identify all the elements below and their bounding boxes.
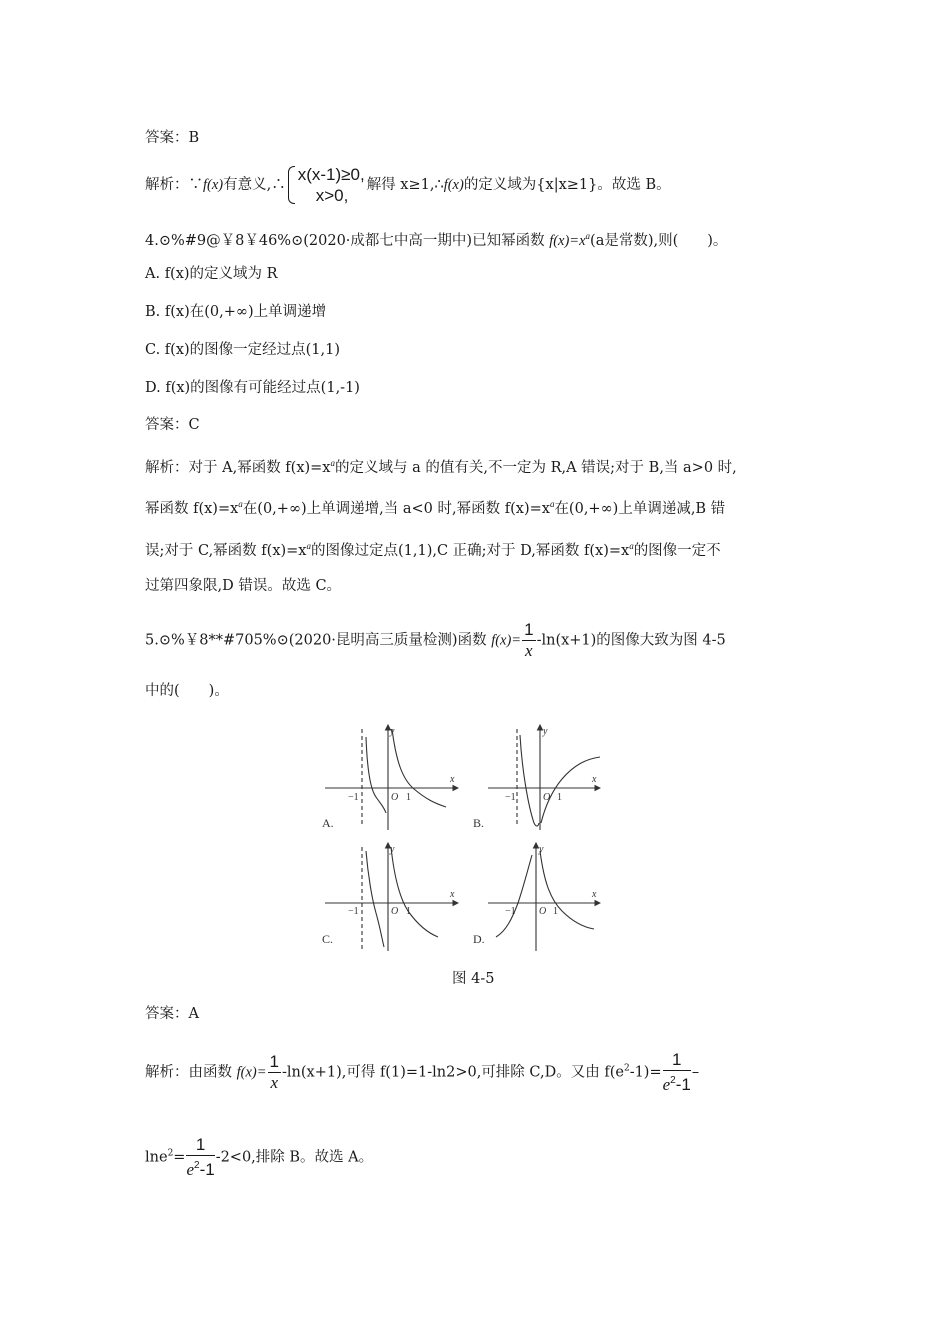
graph-a-origin: O	[391, 792, 399, 803]
graph-b-tick-neg1: −1	[505, 792, 516, 803]
q4-option-b: B. f(x)在(0,+∞)上单调递增	[145, 304, 327, 320]
graph-a-tick-1: 1	[406, 792, 411, 803]
graph-d-tick-neg1: −1	[505, 906, 516, 917]
graph-a-y-label: y	[390, 726, 395, 737]
q4-analysis-line2: 幂函数 $f(x)=x^a$在(0,+∞)上单调递增,当 a<0 时,幂函数 $f(x)=x^a$在(0,+∞)上单调递减,B 错	[145, 499, 726, 517]
graph-b-origin: O	[543, 792, 551, 803]
graph-b-x-label: x	[592, 774, 597, 785]
q4-option-d: D. f(x)的图像有可能经过点(1,-1)	[145, 380, 360, 396]
q4-analysis-line3: 误;对于 C,幂函数 $f(x)=x^a$的图像过定点(1,1),C 正确;对于 D,幂函数 $f(x)=x^a$的图像一定不	[145, 541, 721, 559]
graph-b	[488, 725, 600, 830]
q5-stem-cont: 中的( )。	[145, 683, 229, 699]
graph-d-tick-1: 1	[553, 906, 558, 917]
graph-c-tick-neg1: −1	[348, 906, 359, 917]
graph-d	[488, 843, 600, 951]
graph-a-label: A.	[322, 816, 334, 830]
q4-option-c: C. f(x)的图像一定经过点(1,1)	[145, 342, 341, 358]
graph-c-origin: O	[391, 906, 399, 917]
fraction-1-over-x: $\frac{1}{x}$	[269, 1052, 279, 1092]
fraction-1-over-e2-minus-1: $\frac{1}{e^2-1}$	[662, 1050, 691, 1094]
q4-option-a: A. f(x)的定义域为 R	[145, 266, 278, 282]
graph-c-x-label: x	[450, 889, 455, 900]
graph-a-tick-neg1: −1	[348, 792, 359, 803]
q4-analysis-line1: 解析：对于 A,幂函数 $f(x)=x^a$的定义域与 a 的值有关,不一定为 R,A 错误;对于 B,当 a>0 时,	[145, 458, 737, 476]
q5-analysis-line2: lne$^2$= $\frac{1}{e^2-1}$ -2<0,排除 B。故选 A。	[145, 1135, 374, 1179]
q4-analysis-line4: 过第四象限,D 错误。故选 C。	[145, 578, 342, 594]
graph-b-y-label: y	[543, 726, 548, 737]
q5-answer: 答案：A	[145, 1006, 199, 1022]
q4-stem: 4.⊙%#9@￥8￥46%⊙(2020·成都七中高一期中)已知幂函数 $f(x)=x^a(a$是常数),则( )。	[145, 231, 728, 249]
graph-d-y-label: y	[539, 844, 544, 855]
graph-d-label: D.	[473, 932, 485, 946]
graph-d-x-label: x	[592, 889, 597, 900]
graph-d-origin: O	[539, 906, 547, 917]
fraction-1-over-x: $\frac{1}{x}$	[524, 620, 534, 660]
graph-c	[325, 843, 458, 951]
graph-c-tick-1: 1	[406, 906, 411, 917]
figure-caption: 图 4-5	[452, 971, 495, 987]
graph-a	[325, 725, 458, 830]
graph-c-y-label: y	[390, 844, 395, 855]
q3-analysis: 解析：∵f(x)有意义,∴ x(x-1)≥0, x>0, 解得 x≥1,∴f(x)的定义域为{x|x≥1}。故选 B。	[145, 165, 671, 205]
graph-b-tick-1: 1	[557, 792, 562, 803]
q3-answer: 答案：B	[145, 130, 200, 146]
figure-4-5	[310, 715, 610, 955]
fraction-1-over-e2-minus-1: $\frac{1}{e^2-1}$	[186, 1135, 215, 1179]
graph-c-label: C.	[322, 932, 334, 946]
graph-b-label: B.	[473, 816, 485, 830]
q5-analysis-line1: 解析：由函数 f(x)= $\frac{1}{x}$ -ln(x+1),可得 f(1)=1-ln2>0,可排除 C,D。又由 $f(e^2-1)=$ $\frac{1}{e^2-1}$ –	[145, 1050, 700, 1094]
inequality-system: x(x-1)≥0, x>0,	[288, 164, 365, 206]
graph-a-x-label: x	[450, 774, 455, 785]
q5-stem: 5.⊙%￥8**#705%⊙(2020·昆明高三质量检测)函数 f(x)= $\frac{1}{x}$ -ln(x+1)的图像大致为图 4-5	[145, 620, 726, 660]
q4-answer: 答案：C	[145, 417, 200, 433]
